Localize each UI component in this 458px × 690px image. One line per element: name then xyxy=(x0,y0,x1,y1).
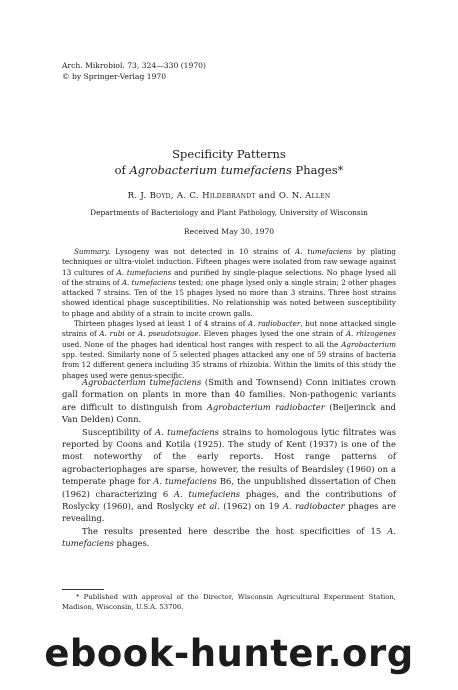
footnote-rule xyxy=(62,589,104,590)
body-paragraph xyxy=(62,376,396,426)
affiliation: Departments of Bacteriology and Plant Pathology, University of Wisconsin xyxy=(90,208,368,217)
text-run: Thirteen phages lysed at least 1 of 4 strains of xyxy=(74,319,248,329)
author-separator: and xyxy=(255,191,279,201)
text-run: B6, the unpublished dissertation of Chen (1962) characterizing 6 xyxy=(62,476,396,499)
italic-run: A. rhizogenes xyxy=(345,329,396,339)
author-3-name: Allen xyxy=(305,191,331,201)
title-species: Agrobacterium tumefaciens xyxy=(129,163,292,177)
author-3-initials: O. N. xyxy=(278,191,306,201)
author-list xyxy=(0,191,458,201)
italic-run: A. tumefaciens xyxy=(294,247,352,256)
text-run: Lysogeny was not detected in 10 strains of xyxy=(110,247,295,256)
received-date: Received May 30, 1970 xyxy=(183,227,275,236)
italic-run: A. rubi xyxy=(99,329,125,339)
paper-title-line-1: Specificity Patterns xyxy=(172,147,286,161)
italic-run: A. tumefaciens xyxy=(121,277,177,287)
italic-run: A. tumefaciens xyxy=(116,267,172,277)
author-1-name: Boyd xyxy=(149,191,171,201)
italic-run: et al. xyxy=(197,501,220,512)
title-suffix: Phages* xyxy=(291,163,344,177)
text-run: , but none attacked single strains of xyxy=(62,319,396,339)
text-run: (Smith and Townsend) Conn initiates crown gall formation on plants in more than 40 families. Non-pathogenic variants are difficult to distinguish from xyxy=(62,377,396,412)
author-2-initials: A. C. xyxy=(176,191,203,201)
text-run: phages, and the contributions of Roslycky (1960), and Roslycky xyxy=(62,488,396,512)
text-run: (1962) on 19 xyxy=(219,501,283,512)
text-run: by plating techniques or ultra-violet induction. Fifteen phages were isolated from raw sewage against 13 cultures of xyxy=(62,247,396,277)
title-prefix: of xyxy=(114,163,130,177)
paper-title-line-2 xyxy=(0,163,458,177)
italic-run: A. tumefaciens xyxy=(173,488,241,499)
summary-paragraph xyxy=(62,247,396,319)
body-paragraph xyxy=(62,426,396,525)
text-run: tested; one phage lysed only a single strain; 2 other phages attacked 7 strains. Ten of the 15 phages lysed no more than 3 strains. Three host strains showed identical phage susceptibilities. No relationship was noted between susceptibility to phage and ability of a strain to incite crown galls. xyxy=(62,277,396,318)
italic-run: A. pseudotsugae xyxy=(137,329,199,339)
text-run: . Eleven phages lysed the one strain of xyxy=(198,329,346,339)
italic-run: A. radiobacter xyxy=(282,501,345,512)
text-run: and purified by single-plaque selections. No phage lysed all of the strains of xyxy=(62,267,396,287)
summary-abstract xyxy=(62,247,396,381)
author-separator: , xyxy=(170,191,177,201)
text-run: The results presented here describe the host specificities of 15 xyxy=(82,525,388,536)
text-run: strains to homologous lytic filtrates was reported by Coons and Kotila (1925). The study of Kent (1937) is one of the most noteworthy of the early reports. Host range patterns of agrobacteriophages are sparse, however, the results of Beardsley (1960) on a temperate phage for xyxy=(62,426,397,487)
text-run: phages. xyxy=(113,538,150,549)
author-2-name: Hildebrandt xyxy=(202,191,256,201)
body-paragraph xyxy=(62,525,396,550)
footnote: * Published with approval of the Director, Wisconsin Agricultural Experiment Station, Madison, Wisconsin, U.S.A. 53706. xyxy=(62,593,396,611)
italic-run: A. tumefaciens xyxy=(62,525,396,549)
italic-run: A. tumefaciens xyxy=(153,476,217,487)
journal-header xyxy=(62,60,206,82)
text-run: spp. tested. Similarly none of 5 selected phages attacked any one of 59 strains of bacteria from 12 different genera including 35 strains of rhizobia. Within the limits of this study the phages used were genus-specific. xyxy=(62,349,396,380)
italic-run: A. radiobacter xyxy=(247,319,301,329)
italic-run: Agrobacterium xyxy=(341,339,396,349)
italic-run: Agrobacterium tumefaciens xyxy=(82,377,202,387)
watermark-text: ebook-hunter.org xyxy=(44,632,414,675)
text-run: (Beijerinck and Van Delden) Conn. xyxy=(62,401,397,425)
journal-citation: Arch. Mikrobiol. 73, 324—330 (1970) xyxy=(62,61,206,70)
italic-run: A. tumefaciens xyxy=(154,426,219,437)
body-text xyxy=(62,376,396,550)
author-1-initials: R. J. xyxy=(127,191,150,201)
italic-run: Summary. xyxy=(74,247,111,256)
text-run: phages are revealing. xyxy=(62,501,396,524)
text-run: used. None of the phages had identical host ranges with respect to all the xyxy=(62,339,342,349)
summary-paragraph xyxy=(62,319,396,381)
copyright-line: © by Springer-Verlag 1970 xyxy=(62,72,167,81)
italic-run: Agrobacterium radiobacter xyxy=(206,401,325,412)
text-run: Susceptibility of xyxy=(82,426,155,437)
text-run: or xyxy=(124,329,138,339)
